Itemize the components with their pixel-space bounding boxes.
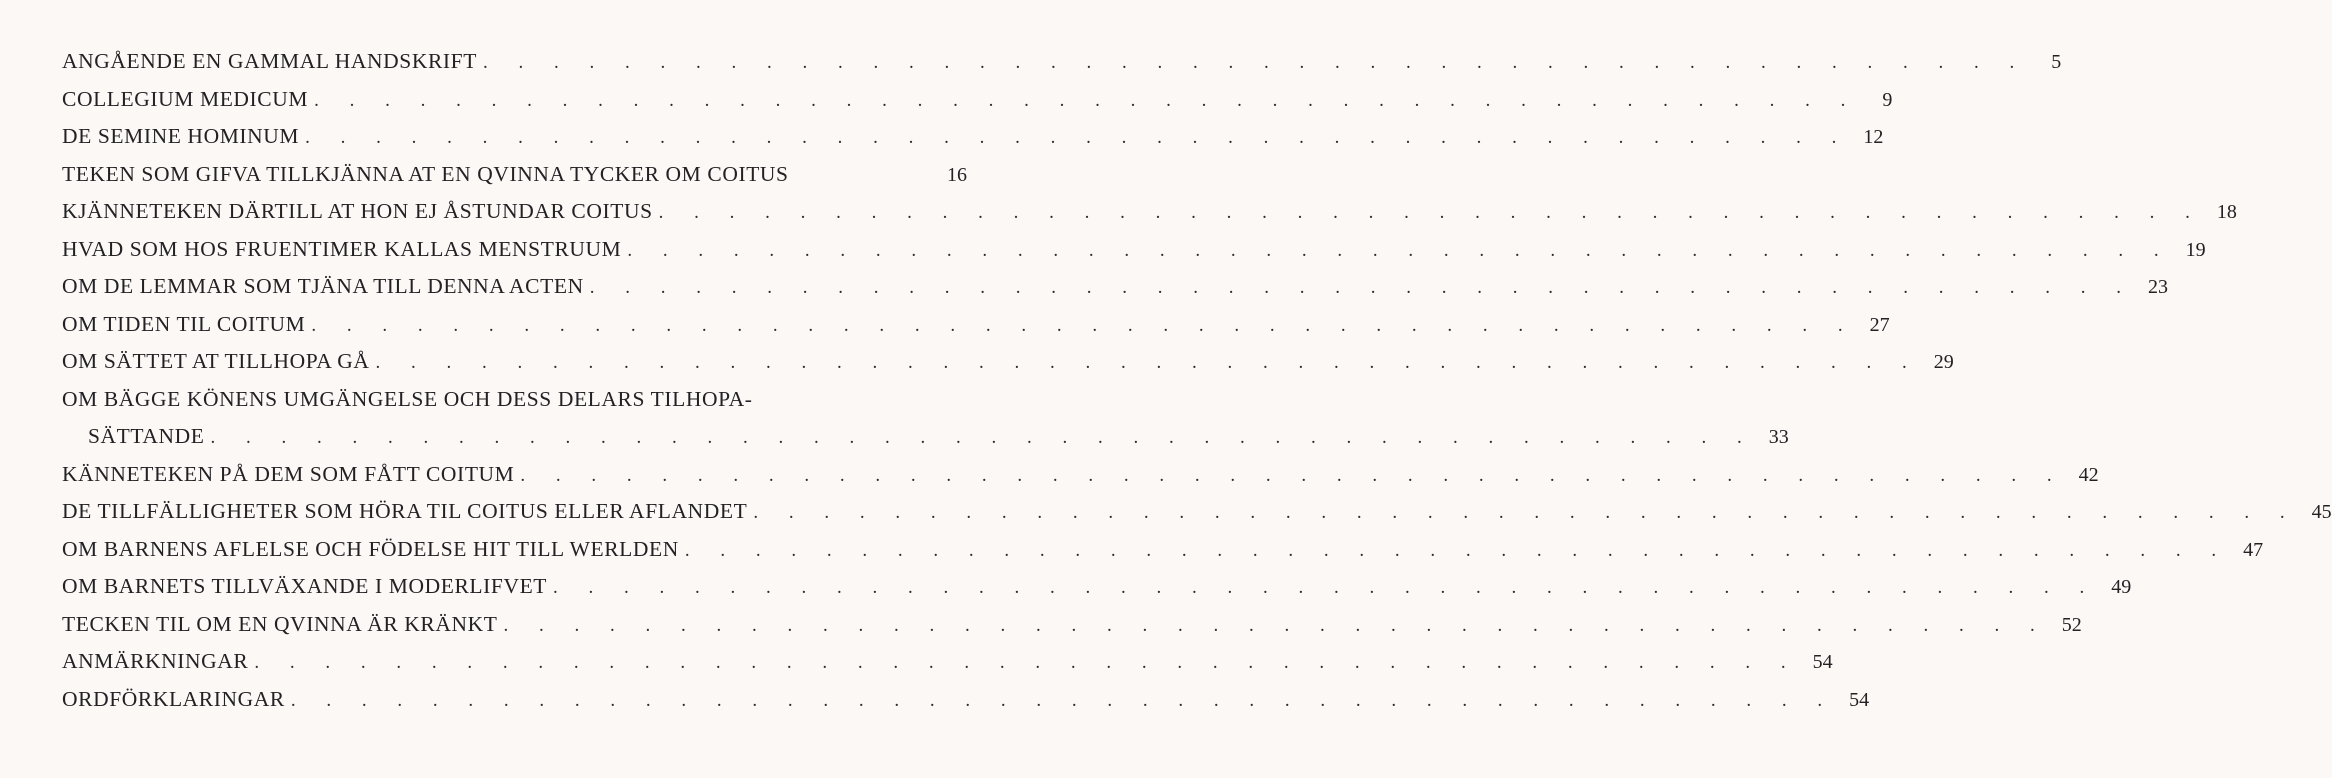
dot-leader: . . . . . . . . . . . . . . . . . . . . . . . . . . . . . . . . . . . . . . . . . . . . [482, 52, 2028, 73]
toc-entry [62, 649, 1833, 687]
toc-entry [62, 611, 2082, 650]
dot-leader: . . . . . . . . . . . . . . . . . . . . . . . . . . . . . . . . . . . . . . . . . . . . [589, 277, 2134, 298]
toc-entry-title: OM BÄGGE KÖNENS UMGÄNGELSE OCH DESS DELARS TILHOPA- [62, 386, 753, 411]
toc-entry-page: 45 [2311, 501, 2332, 523]
toc-entry-page: 5 [2051, 51, 2062, 73]
toc-entry [62, 162, 967, 200]
dot-leader: . . . . . . . . . . . . . . . . . . . . . . . . . . . . . . . . . . . . . . . . . . . . [210, 427, 1755, 448]
toc-entry-continuation [62, 424, 1789, 462]
dot-leader: . . . . . . . . . . . . . . . . . . . . . . . . . . . . . . . . . . . . . . . . . . . . [311, 314, 1856, 336]
toc-entry-title: DE SEMINE HOMINUM [62, 124, 300, 148]
toc-entry-page: 49 [2111, 576, 2132, 598]
toc-entry [62, 574, 2132, 612]
toc-entry-page: 19 [2185, 238, 2206, 261]
toc-entry-page: 54 [1812, 651, 1833, 673]
dot-leader: . . . . . . . . . . . . . . . . . . . . . . . . . . . . . . . . . . . . . . . . . . . . [290, 689, 1836, 711]
toc-entry-title: OM BARNENS AFLELSE OCH FÖDELSE HIT TILL WERLDEN [62, 536, 679, 561]
toc-entry [62, 236, 2206, 275]
dot-leader: . . . . . . . . . . . . . . . . . . . . . . . . . . . . . . . . . . . . . . . . . . . . [753, 502, 2298, 523]
toc-entry-page: 42 [2078, 463, 2099, 486]
dot-leader: . . . . . . . . . . . . . . . . . . . . . . . . . . . . . . . . . . . . . . . . . . . . [254, 652, 1799, 673]
toc-entry-page: 33 [1768, 426, 1789, 448]
toc-entry-title: KJÄNNETEKEN DÄRTILL AT HON EJ ÅSTUNDAR COITUS [62, 199, 653, 223]
toc-entry-title: ANMÄRKNINGAR [62, 649, 249, 673]
toc-entry-title: OM TIDEN TIL COITUM [62, 311, 306, 336]
toc-entry-title: ORDFÖRKLARINGAR [62, 686, 285, 711]
toc-entry [62, 199, 2237, 237]
toc-entry-title: TEKEN SOM GIFVA TILLKJÄNNA AT EN QVINNA TYCKER OM COITUS [62, 161, 789, 186]
toc-entry-page: 16 [947, 163, 967, 186]
toc-entry-page: 54 [1849, 688, 1870, 711]
toc-entry-title: OM DE LEMMAR SOM TJÄNA TILL DENNA ACTEN [62, 274, 584, 298]
toc-entry-page: 47 [2243, 538, 2264, 561]
toc-entry-title: OM SÄTTET AT TILLHOPA GÅ [62, 349, 370, 373]
toc-entry [62, 536, 2264, 575]
dot-leader: . . . . . . . . . . . . . . . . . . . . . . . . . . . . . . . . . . . . . . . . . . . . [658, 202, 2203, 223]
toc-entry [62, 686, 1870, 725]
toc-entry-title: TECKEN TIL OM EN QVINNA ÄR KRÄNKT [62, 611, 498, 636]
toc-entry [62, 387, 967, 425]
toc-entry-title: KÄNNETEKEN PÅ DEM SOM FÅTT COITUM [62, 461, 515, 486]
toc-entry-title: COLLEGIUM MEDICUM [62, 86, 309, 111]
toc-entry-page: 23 [2147, 276, 2168, 298]
toc-entry [62, 499, 2332, 537]
dot-leader: . . . . . . . . . . . . . . . . . . . . . . . . . . . . . . . . . . . . . . . . . . . . [684, 539, 2230, 561]
toc-entry-page: 12 [1863, 126, 1884, 148]
toc-entry-page: 9 [1882, 88, 1893, 111]
toc-entry-title: HVAD SOM HOS FRUENTIMER KALLAS MENSTRUUM [62, 236, 622, 261]
dot-leader: . . . . . . . . . . . . . . . . . . . . . . . . . . . . . . . . . . . . . . . . . . . . [305, 127, 1850, 148]
dot-leader: . . . . . . . . . . . . . . . . . . . . . . . . . . . . . . . . . . . . . . . . . . . . [520, 464, 2065, 486]
toc-entry [62, 311, 1890, 350]
toc-entry [62, 86, 1893, 125]
toc-entry-title-continuation: SÄTTANDE [88, 424, 205, 448]
toc-entry-page: 52 [2061, 613, 2082, 636]
table-of-contents [62, 49, 2332, 724]
dot-leader: . . . . . . . . . . . . . . . . . . . . . . . . . . . . . . . . . . . . . . . . . . . . [553, 577, 2098, 598]
dot-leader: . . . . . . . . . . . . . . . . . . . . . . . . . . . . . . . . . . . . . . . . . . . . [314, 89, 1859, 111]
dot-leader: . . . . . . . . . . . . . . . . . . . . . . . . . . . . . . . . . . . . . . . . . . . . [375, 352, 1920, 373]
toc-entry-title: OM BARNETS TILLVÄXANDE I MODERLIFVET [62, 574, 548, 598]
toc-entry [62, 461, 2099, 500]
toc-entry [62, 49, 2062, 87]
dot-leader: . . . . . . . . . . . . . . . . . . . . . . . . . . . . . . . . . . . . . . . . . . . . [627, 239, 2172, 261]
toc-entry [62, 349, 1954, 387]
toc-entry [62, 274, 2168, 312]
toc-entry-title: ANGÅENDE EN GAMMAL HANDSKRIFT [62, 49, 477, 73]
toc-entry [62, 124, 1884, 162]
toc-entry-page: 29 [1933, 351, 1954, 373]
dot-leader: . . . . . . . . . . . . . . . . . . . . . . . . . . . . . . . . . . . . . . . . . . . . [503, 614, 2048, 636]
toc-entry-page: 18 [2216, 201, 2237, 223]
toc-entry-title: DE TILLFÄLLIGHETER SOM HÖRA TIL COITUS ELLER AFLANDET [62, 499, 748, 523]
toc-entry-page: 27 [1869, 313, 1890, 336]
